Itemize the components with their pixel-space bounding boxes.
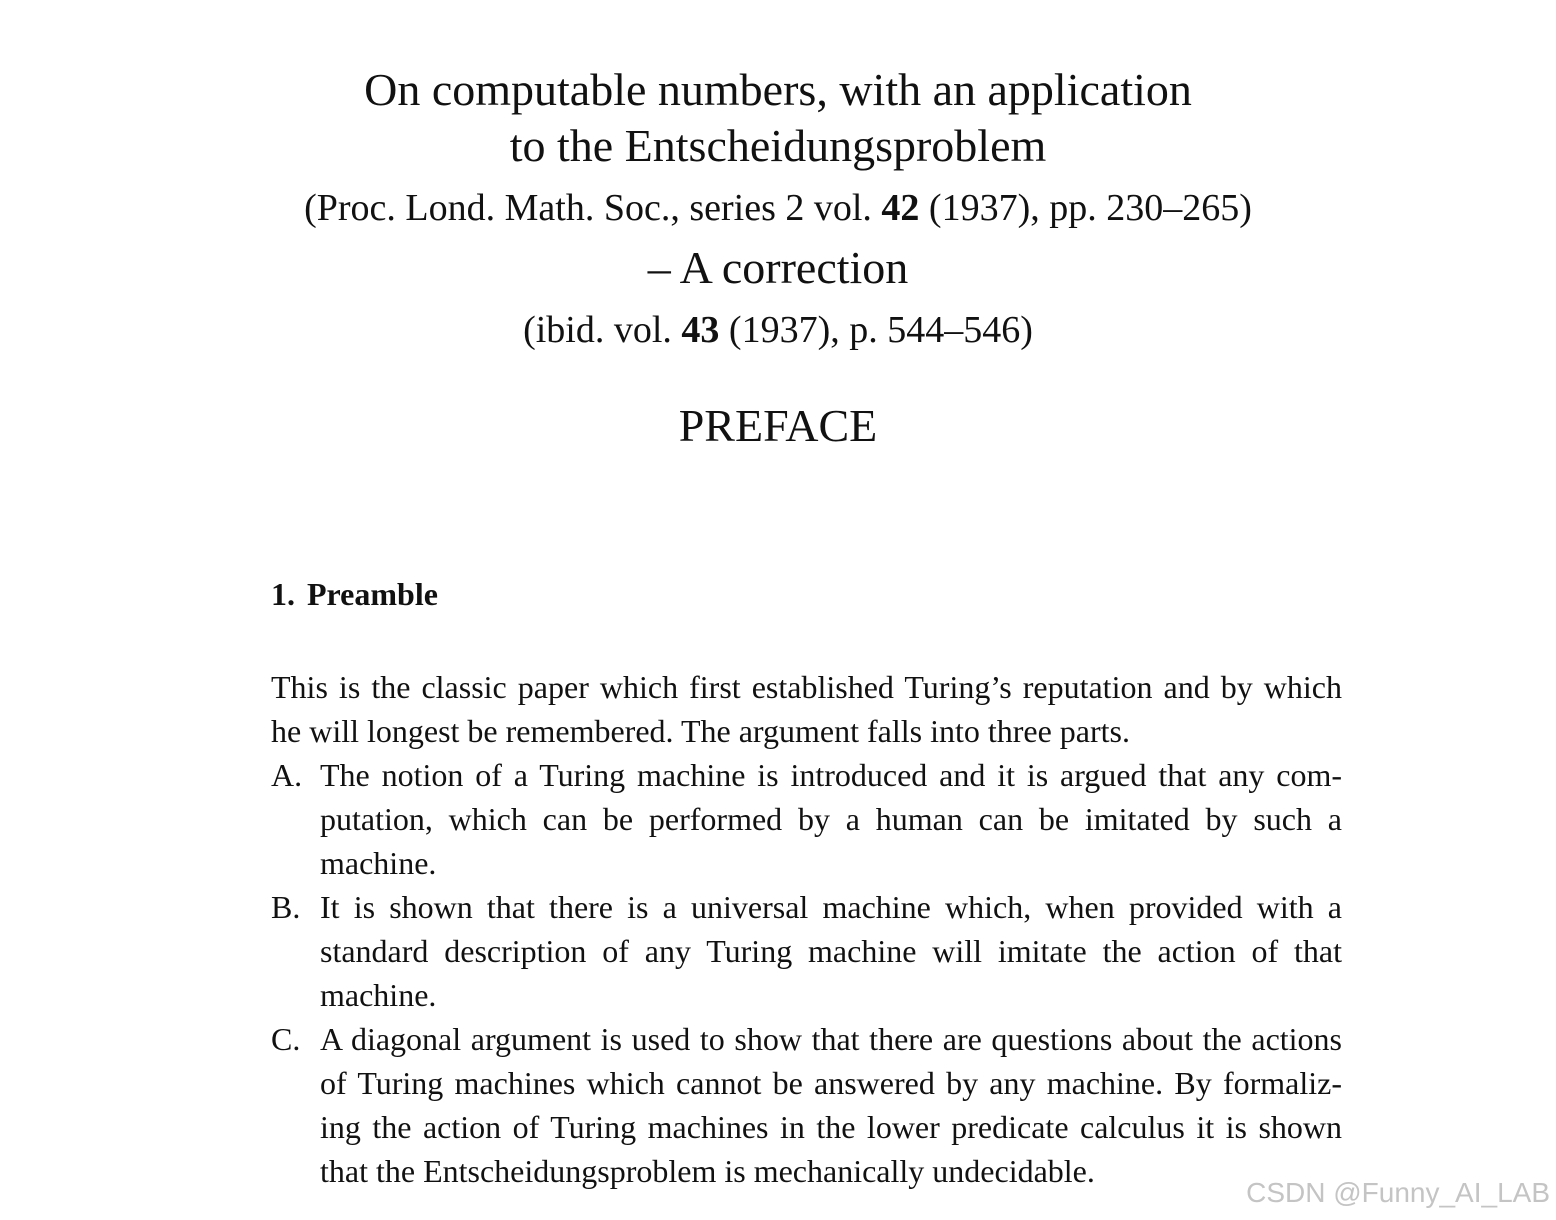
intro-line: This is the classic paper which first established Turing’s reputation and by which — [271, 669, 1342, 705]
citation-1-text: (Proc. Lond. Math. Soc., series 2 vol. — [304, 187, 882, 229]
citation-2-volume: 43 — [681, 309, 720, 351]
list-item-b — [271, 885, 1342, 1017]
list-item-line: It is shown that there is a universal machine which, when provided with a — [320, 889, 1342, 925]
section-heading — [271, 573, 438, 615]
paper-title-line-2: to the Entscheidungsproblem — [509, 120, 1047, 171]
list-item-text — [320, 885, 1342, 1017]
list-marker: A. — [271, 757, 303, 793]
correction-citation — [0, 306, 1556, 354]
list-item-line: machine. — [320, 977, 437, 1013]
csdn-watermark: CSDN @Funny_AI_LAB — [1246, 1177, 1550, 1208]
list-item-line: standard description of any Turing machine will imitate the action of that — [320, 933, 1342, 969]
correction-heading: – A correction — [647, 242, 909, 293]
preface-heading: PREFACE — [678, 400, 878, 451]
intro-paragraph — [271, 665, 1342, 753]
list-item-text — [320, 1017, 1342, 1193]
list-item-line: ing the action of Turing machines in the lower predicate calculus it is shown — [320, 1109, 1342, 1145]
list-item-line: of Turing machines which cannot be answered by any machine. By formaliz- — [320, 1065, 1342, 1101]
list-item-line: A diagonal argument is used to show that there are questions about the actions — [320, 1021, 1342, 1057]
list-item-c — [271, 1017, 1342, 1193]
section-title: Preamble — [307, 576, 438, 612]
citation-1-volume: 42 — [881, 187, 920, 229]
original-citation — [0, 184, 1556, 232]
list-marker: C. — [271, 1021, 301, 1057]
list-item-text — [320, 753, 1342, 885]
list-item-line: The notion of a Turing machine is introduced and it is argued that any com- — [320, 757, 1342, 793]
citation-2-text: (ibid. vol. — [523, 309, 682, 351]
list-item-line: putation, which can be performed by a human can be imitated by such a — [320, 801, 1342, 837]
list-item-a — [271, 753, 1342, 885]
citation-1-pages: (1937), pp. 230–265) — [919, 187, 1252, 229]
paper-title-line-1: On computable numbers, with an application — [364, 64, 1192, 115]
list-item-line: machine. — [320, 845, 437, 881]
citation-2-pages: (1937), p. 544–546) — [719, 309, 1033, 351]
intro-line: he will longest be remembered. The argument falls into three parts. — [271, 713, 1130, 749]
list-item-line: that the Entscheidungsproblem is mechanically undecidable. — [320, 1153, 1095, 1189]
section-number: 1. — [271, 576, 295, 612]
list-marker: B. — [271, 889, 301, 925]
